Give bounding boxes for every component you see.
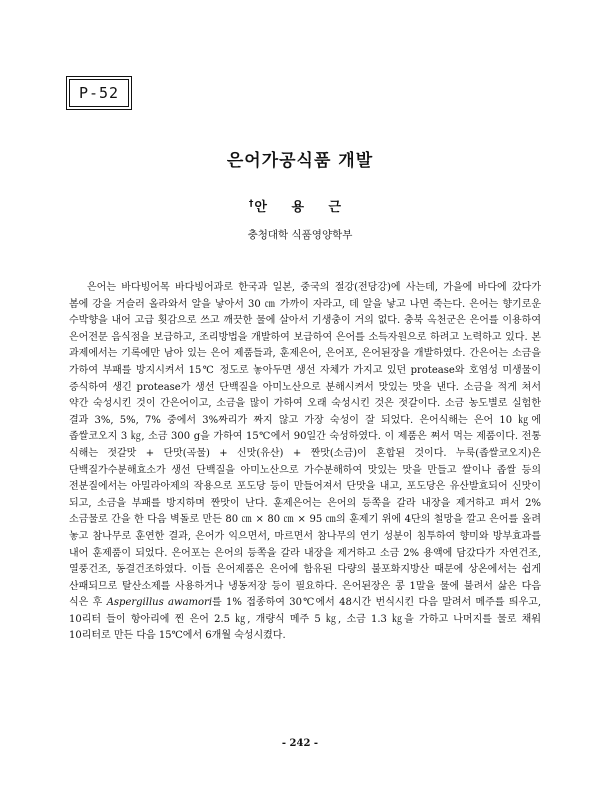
author-line [0, 196, 600, 215]
author-affiliation: 충청대학 식품영양학부 [247, 229, 353, 241]
corresponding-author-mark: † [248, 198, 254, 209]
organism-name: Aspergillus awamori [106, 597, 213, 609]
abstract-body [69, 280, 541, 645]
abstract-text-part-2: 를 1% 접종하여 30℃에서 48시간 번식시킨 다음 말려서 메주를 띄우고, 10리터 들이 항아리에 찐 은어 2.5 ㎏, 개량식 메주 5 ㎏, 소금 1.3 ㎏을 가하고 나머지를 물로 채워 10리터로 만든 다음 15℃에서 6개월 숙성시켰다. [69, 597, 541, 642]
author-name: 안 용 근 [254, 200, 352, 215]
abstract-text-part-1: 은어는 바다빙어목 바다빙어과로 한국과 일본, 중국의 절강(전당강)에 사는데, 가을에 바다에 갔다가 봄에 강을 거슬러 올라와서 알을 낳아서 30 ㎝ 가까이 자라고, 데 알을 낳고 나면 죽는다. 은어는 향기로운 수박향을 내어 고급 횟감으로 쓰고 깨끗한 물에 살아서 기생충이 거의 없다. 충북 옥천군은 은어를 이용하여 은어전문 음식점을 보급하고, 조리방법을 개발하여 보급하여 은어를 소득자원으로 하려고 노력하고 있다. 본 과제에서는 기록에만 남아 있는 은어 제품들과, 훈제은어, 은어포, 은어된장을 개발하였다. 간은어는 소금을 가하여 부패를 방지시켜서 15℃ 정도로 놓아두면 생선 자체가 가지고 있던 protease와 호염성 미생물이 증식하여 생긴 protease가 생선 단백질을 아미노산으로 분해시켜서 맛있는 맛을 낸다. 소금을 적게 쳐서 약간 숙성시킨 것이 간은어이고, 소금을 많이 가하여 오래 숙성시킨 것은 젓갈이다. 소금 농도별로 실험한 결과 3%, 5%, 7% 중에서 3%짜리가 짜지 않고 가장 숙성이 잘 되었다. 은어식해는 은어 10 ㎏에 좁쌀코오지 3 ㎏, 소금 300 g을 가하여 15℃에서 90일간 숙성하였다. 이 제품은 쪄서 먹는 제품이다. 전통 식해는 젓갈맛 + 단맛(곡물) + 신맛(유산) + 짠맛(소금)이 혼합된 것이다. 누룩(좁쌀코오지)은 단백질가수분해효소가 생선 단백질을 아미노산으로 가수분해하여 맛있는 맛을 만들고 쌀이나 좁쌀 등의 전분질에서는 아밀라아제의 작용으로 포도당 등이 만들어져서 단맛을 내고, 포도당은 유산발효되어 신맛이 되고, 소금을 부패를 방지하며 짠맛이 난다. 훈제은어는 은어의 등쪽을 갈라 내장을 제거하고 펴서 2% 소금물로 간을 한 다음 벽돌로 만든 80 ㎝ × 80 ㎝ × 95 ㎝의 훈제기 위에 4단의 철망을 깔고 은어를 올려 놓고 참나무로 훈연한 결과, 은어가 익으면서, 마르면서 참나무의 연기 성분이 침투하여 향미와 방부효과를 내어 훈제품이 되었다. 은어포는 은어의 등쪽을 갈라 내장을 제거하고 소금 2% 용액에 담갔다가 자연건조, 열풍건조, 동결건조하였다. 이들 은어제품은 은어에 함유된 다량의 불포화지방산 때문에 상온에서는 쉽게 산패되므로 탈산소제를 사용하거나 냉동저장 등이 필요하다. 은어된장은 콩 1말을 물에 불려서 삶은 다음 식은 후 [69, 282, 541, 609]
paper-title: 은어가공식품 개발 [226, 151, 374, 171]
poster-code-box: P-52 [69, 79, 129, 107]
page-number: - 242 - [281, 738, 319, 749]
